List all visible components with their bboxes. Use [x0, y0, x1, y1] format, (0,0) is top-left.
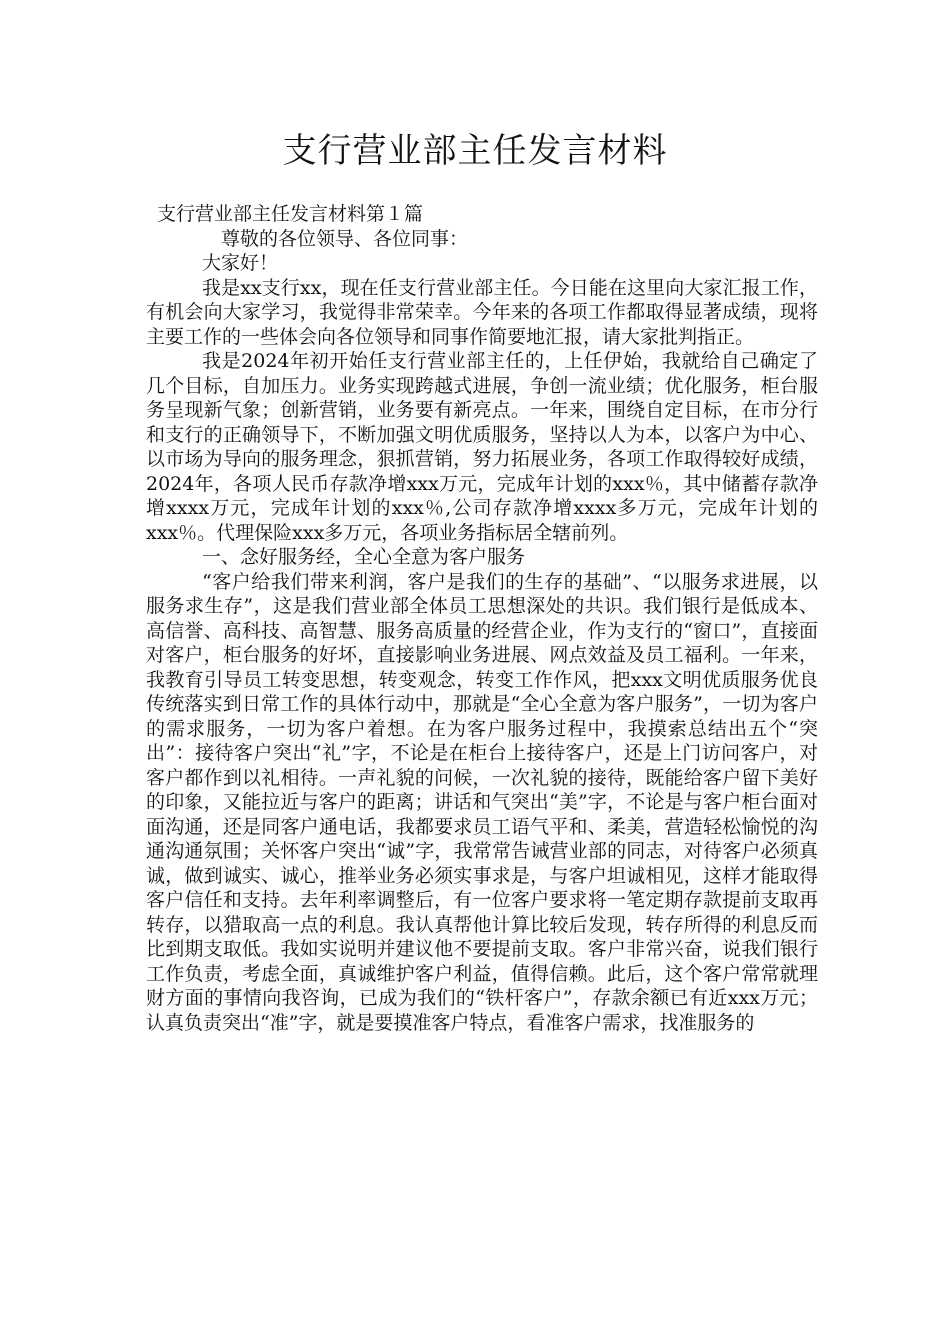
paragraph-greeting: 大家好！	[202, 252, 279, 274]
salutation: 尊敬的各位领导、各位同事：	[221, 228, 469, 250]
document-subtitle: 支行营业部主任发言材料第１篇	[157, 203, 424, 225]
paragraph-goals: 我是2024年初开始任支行营业部主任的，上任伊始，我就给自己确定了几个目标，自加压力。业务实现跨越式进展，争创一流业绩；优化服务，柜台服务呈现新气象；创新营销，业务要有新亮点。一年来，围绕自定目标，在市分行和支行的正确领导下，不断加强文明优质服务，坚持以人为本，以客户为中心、以市场为导向的服务理念，狠抓营销，努力拓展业务，各项工作取得较好成绩，2024年，各项人民币存款净增xxx万元，完成年计划的xxx％，其中储蓄存款净增xxxx万元，完成年计划的xxx％,公司存款净增xxxx多万元，完成年计划的xxx％。代理保险xxx多万元，各项业务指标居全辖前列。	[146, 350, 818, 544]
document-title: 支行营业部主任发言材料	[282, 131, 668, 171]
document-body	[146, 251, 818, 1035]
paragraph-service: “客户给我们带来利润，客户是我们的生存的基础”、“以服务求进展，以服务求生存”，这是我们营业部全体员工思想深处的共识。我们银行是低成本、高信誉、高科技、高智慧、服务高质量的经营企业，作为支行的“窗口”，直接面对客户，柜台服务的好坏，直接影响业务进展、网点效益及员工福利。一年来，我教育引导员工转变思想，转变观念，转变工作作风，把xxx文明优质服务优良传统落实到日常工作的具体行动中，那就是“全心全意为客户服务”，一切为客户的需求服务，一切为客户着想。在为客户服务过程中，我摸索总结出五个“突出”：接待客户突出“礼”字，不论是在柜台上接待客户，还是上门访问客户，对客户都作到以礼相待。一声礼貌的问候，一次礼貌的接待，既能给客户留下美好的印象，又能拉近与客户的距离；讲话和气突出“美”字，不论是与客户柜台面对面沟通，还是同客户通电话，我都要求员工语气平和、柔美，营造轻松愉悦的沟通沟通氛围；关怀客户突出“诚”字，我常常告诫营业部的同志，对待客户必须真诚，做到诚实、诚心，推举业务必须实事求是，与客户坦诚相见，这样才能取得客户信任和支持。去年利率调整后，有一位客户要求将一笔定期存款提前支取再转存，以猎取高一点的利息。我认真帮他计算比较后发现，转存所得的利息反而比到期支取低。我如实说明并建议他不要提前支取。客户非常兴奋，说我们银行工作负责，考虑全面，真诚维护客户利益，值得信赖。此后，这个客户常常就理财方面的事情向我咨询，已成为我们的“铁杆客户”，存款余额已有近xxx万元；认真负责突出“准”字，就是要摸准客户特点，看准客户需求，找准服务的	[146, 570, 818, 1034]
paragraph-introduction: 我是xx支行xx，现在任支行营业部主任。今日能在这里向大家汇报工作，有机会向大家学习，我觉得非常荣幸。今年来的各项工作都取得显著成绩，现将主要工作的一些体会向各位领导和同事作简要地汇报，请大家批判指正。	[146, 276, 818, 348]
section-heading: 一、念好服务经，全心全意为客户服务	[202, 546, 526, 568]
